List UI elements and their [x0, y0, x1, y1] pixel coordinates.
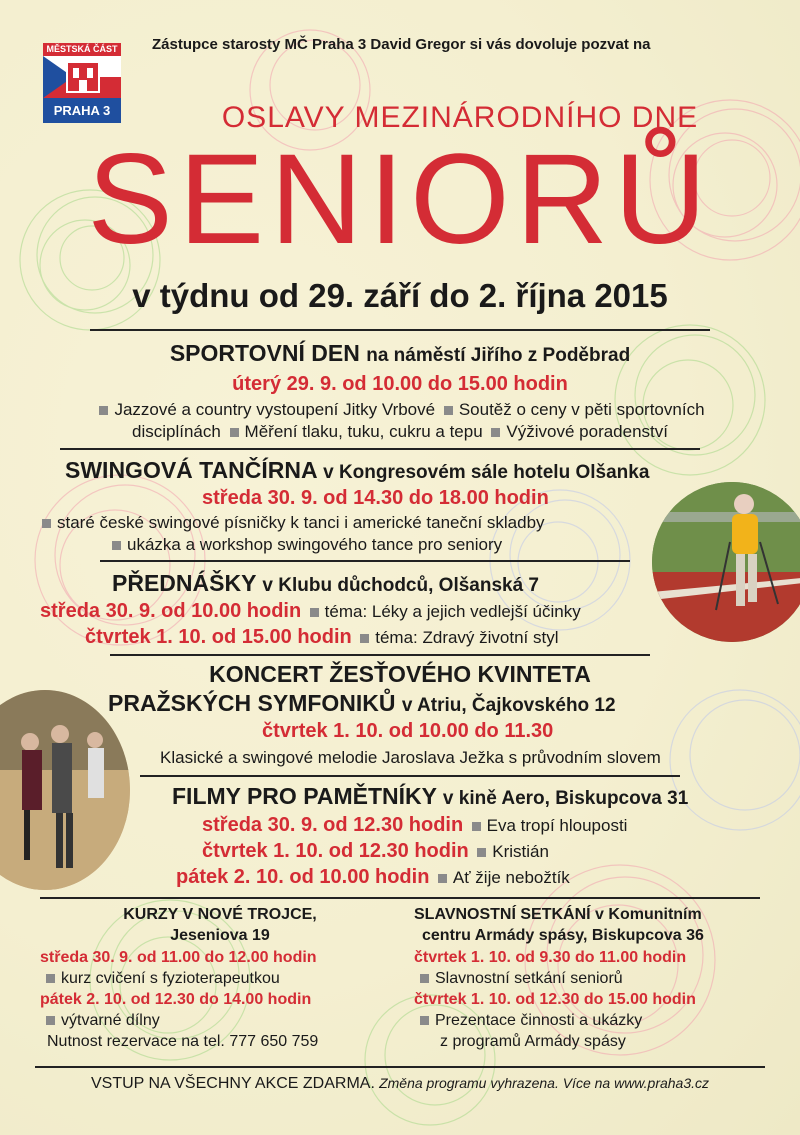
bullet-icon — [472, 822, 481, 831]
meeting-date-2: čtvrtek 1. 10. od 12.30 do 15.00 hodin — [414, 991, 696, 1008]
courses-item-text: výtvarné dílny — [61, 1012, 160, 1029]
logo-bottom-label: PRAHA 3 — [43, 98, 121, 123]
concert-description: Klasické a swingové melodie Jaroslava Ježka s průvodním slovem — [160, 748, 661, 767]
divider — [60, 448, 700, 450]
film-date: středa 30. 9. od 12.30 hodin — [202, 814, 464, 836]
nordic-walking-photo — [652, 482, 800, 642]
film-date: pátek 2. 10. od 10.00 hodin — [176, 866, 430, 888]
lectures-date: čtvrtek 1. 10. od 15.00 hodin — [85, 626, 352, 648]
bullet-icon — [420, 974, 429, 983]
courses-item-2 — [42, 1012, 400, 1030]
swing-heading — [65, 457, 649, 484]
swing-item-text: ukázka a workshop swingového tance pro seniory — [127, 535, 503, 554]
lectures-place: v Klubu důchodců, Olšanská 7 — [262, 575, 540, 596]
footer-info: Změna programu vyhrazena. Více na www.praha3.cz — [379, 1075, 710, 1091]
courses-section — [40, 906, 400, 1051]
dancers-illustration — [0, 690, 130, 890]
bullet-icon — [491, 428, 500, 437]
sport-item: Měření tlaku, tuku, cukru a tepu — [244, 422, 483, 441]
courses-title: KURZY V NOVÉ TROJCE, — [123, 906, 317, 923]
swing-date: středa 30. 9. od 14.30 do 18.00 hodin — [202, 487, 549, 509]
courses-date-1: středa 30. 9. od 11.00 do 12.00 hodin — [40, 949, 317, 966]
film-row — [176, 866, 570, 889]
meeting-title: SLAVNOSTNÍ SETKÁNÍ v Komunitním — [414, 906, 702, 923]
free-entry-note: VSTUP NA VŠECHNY AKCE ZDARMA. — [90, 1075, 375, 1092]
event-subtitle: OSLAVY MEZINÁRODNÍHO DNE — [221, 101, 699, 134]
divider — [110, 654, 650, 656]
concert-heading-2 — [108, 690, 616, 717]
film-row — [202, 814, 627, 837]
footer — [0, 1075, 800, 1093]
bullet-icon — [112, 541, 121, 550]
bullet-icon — [42, 519, 51, 528]
films-place: v kině Aero, Biskupcova 31 — [442, 788, 689, 809]
sport-items-line2 — [0, 422, 800, 442]
divider — [140, 775, 680, 777]
lectures-row-2 — [85, 626, 559, 649]
swing-item-text: staré české swingové písničky k tanci i americké taneční skladby — [57, 513, 545, 532]
concert-title-2: PRAŽSKÝCH SYMFONIKŮ — [108, 690, 396, 716]
lectures-date: středa 30. 9. od 10.00 hodin — [40, 600, 302, 622]
lectures-topic: téma: Zdravý životní styl — [375, 628, 559, 647]
meeting-date-1: čtvrtek 1. 10. od 9.30 do 11.00 hodin — [414, 949, 687, 966]
sport-item: Výživové poradenství — [506, 422, 668, 441]
courses-item-text: kurz cvičení s fyzioterapeutkou — [61, 970, 280, 987]
films-heading — [172, 783, 688, 810]
concert-date: čtvrtek 1. 10. od 10.00 do 11.30 — [262, 720, 554, 742]
bullet-icon — [310, 608, 319, 617]
meeting-item-1 — [416, 970, 774, 988]
sport-place: na náměstí Jiřího z Poděbrad — [366, 345, 631, 366]
sport-item: Jazzové a country vystoupení Jitky Vrbové — [114, 400, 436, 419]
courses-reservation-note: Nutnost rezervace na tel. 777 650 759 — [47, 1033, 319, 1050]
courses-date-2: pátek 2. 10. od 12.30 do 14.00 hodin — [40, 991, 312, 1008]
invitation-line: Zástupce starosty MČ Praha 3 David Gregor si vás dovoluje pozvat na — [152, 36, 651, 53]
meeting-item-text: Prezentace činnosti a ukázky — [435, 1012, 643, 1029]
divider — [90, 329, 710, 331]
divider — [40, 897, 760, 899]
bullet-icon — [420, 1016, 429, 1025]
bullet-icon — [477, 848, 486, 857]
lectures-topic: téma: Léky a jejich vedlejší účinky — [324, 602, 581, 621]
film-title: Ať žije nebožtík — [452, 868, 570, 887]
bullet-icon — [46, 974, 55, 983]
event-week: v týdnu od 29. září do 2. října 2015 — [132, 277, 668, 314]
films-title: FILMY PRO PAMĚTNÍKY — [172, 783, 437, 809]
praha3-logo — [43, 43, 121, 123]
lectures-title: PŘEDNÁŠKY — [112, 570, 256, 596]
bullet-icon — [360, 634, 369, 643]
bullet-icon — [230, 428, 239, 437]
logo-top-label: MĚSTSKÁ ČÁST — [43, 43, 121, 56]
concert-place: v Atriu, Čajkovského 12 — [401, 695, 616, 716]
bullet-icon — [99, 406, 108, 415]
swing-item-2 — [108, 535, 502, 555]
divider — [35, 1066, 765, 1068]
dancing-seniors-photo — [0, 690, 130, 890]
courses-address: Jeseniova 19 — [170, 927, 270, 944]
sport-date: úterý 29. 9. od 10.00 do 15.00 hodin — [232, 373, 568, 395]
lectures-heading — [112, 570, 539, 597]
walker-illustration — [652, 482, 800, 642]
bullet-icon — [46, 1016, 55, 1025]
sport-item: disciplínách — [131, 422, 221, 441]
sport-item: Soutěž o ceny v pěti sportovních — [458, 400, 705, 419]
film-row — [202, 840, 549, 863]
meeting-address: centru Armády spásy, Biskupcova 36 — [422, 927, 704, 944]
meeting-section — [414, 906, 774, 1051]
meeting-item-2 — [416, 1012, 774, 1030]
swing-place: v Kongresovém sále hotelu Olšanka — [323, 462, 650, 483]
meeting-item-text: Slavnostní setkání seniorů — [435, 970, 623, 987]
event-title: SENIORŮ — [87, 128, 713, 271]
film-title: Kristián — [492, 842, 549, 861]
meeting-item-2-cont: z programů Armády spásy — [440, 1033, 626, 1050]
divider — [100, 560, 630, 562]
swing-title: SWINGOVÁ TANČÍRNA — [65, 457, 317, 483]
bullet-icon — [444, 406, 453, 415]
bullet-icon — [438, 874, 447, 883]
concert-title-1: KONCERT ŽESŤOVÉHO KVINTETA — [209, 661, 591, 687]
sport-title: SPORTOVNÍ DEN — [169, 340, 360, 366]
sport-heading — [0, 340, 800, 367]
lectures-row-1 — [40, 600, 581, 623]
courses-item-1 — [42, 970, 400, 988]
swing-item-1 — [38, 513, 545, 533]
castle-emblem-icon — [43, 56, 121, 98]
film-date: čtvrtek 1. 10. od 12.30 hodin — [202, 840, 469, 862]
film-title: Eva tropí hlouposti — [486, 816, 628, 835]
sport-items-line1 — [0, 400, 800, 420]
